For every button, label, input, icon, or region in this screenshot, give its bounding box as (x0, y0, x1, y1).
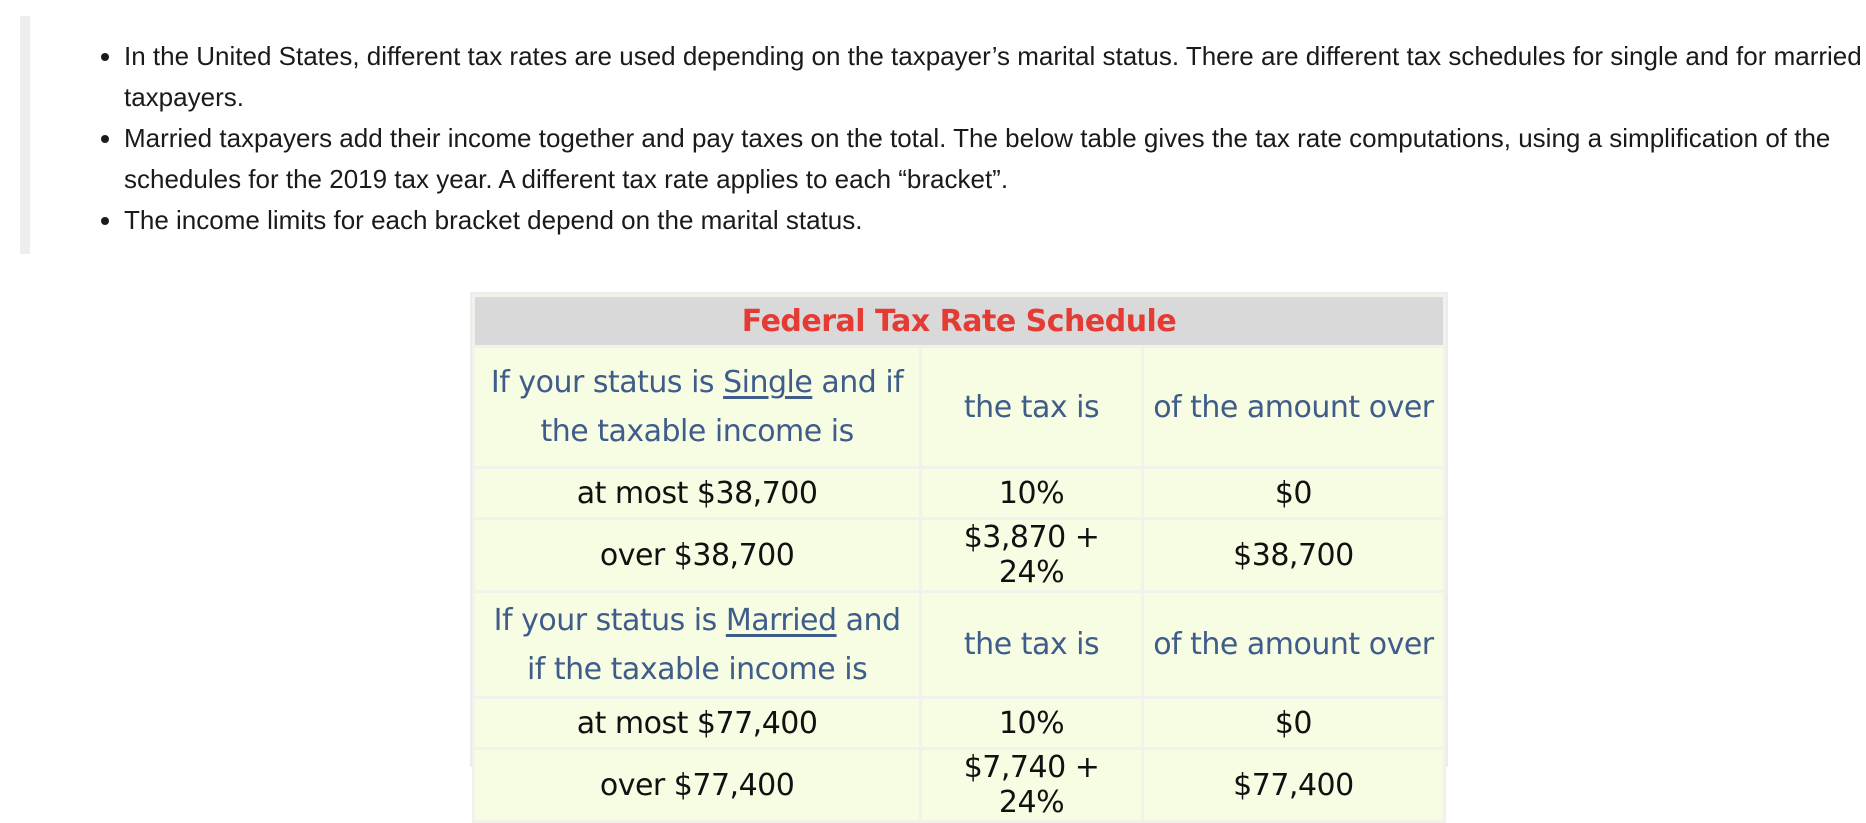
over-cell: $0 (1142, 698, 1444, 749)
table-row (474, 749, 1445, 822)
married-status-header (474, 592, 921, 698)
married-suffix: and if the taxable income is (526, 602, 901, 687)
single-amount-over-header: of the amount over (1142, 347, 1444, 468)
married-prefix: If your status is (493, 602, 726, 638)
single-prefix: If your status is (490, 365, 724, 400)
table-row (474, 468, 1445, 519)
single-tax-is-header: the tax is (921, 347, 1143, 468)
over-cell: $0 (1142, 468, 1444, 519)
table-row (474, 698, 1445, 749)
tax-cell: $7,740 + 24% (921, 749, 1143, 822)
income-cell: over $77,400 (474, 749, 921, 822)
bullet-item-married-taxpayers: • Married taxpayers add their income together and pay taxes on the total. The below table gives the tax rate computations, using a simplification of the schedules for the 2019 tax year. A different tax rate applies to each “bracket”. (124, 118, 1864, 200)
married-tax-is-header: the tax is (921, 592, 1143, 698)
bullet-item-marital-status: • In the United States, different tax rates are used depending on the taxpayer’s marital status. There are different tax schedules for single and for married taxpayers. (124, 36, 1864, 118)
married-status-link: Married (725, 602, 837, 638)
tax-cell: 10% (921, 698, 1143, 749)
tax-table-image (470, 292, 1448, 820)
bullet-list (96, 36, 1864, 241)
single-suffix: and if the taxable income is (540, 365, 904, 449)
over-cell: $77,400 (1142, 749, 1444, 822)
tax-cell: 10% (921, 468, 1143, 519)
bullet-item-income-limits: • The income limits for each bracket depend on the marital status. (124, 200, 1864, 241)
married-header-row (474, 592, 1445, 698)
federal-tax-rate-table (472, 294, 1446, 823)
table-title: Federal Tax Rate Schedule (474, 296, 1445, 347)
single-header-row (474, 347, 1445, 468)
income-cell: over $38,700 (474, 519, 921, 592)
income-cell: at most $77,400 (474, 698, 921, 749)
over-cell: $38,700 (1142, 519, 1444, 592)
married-amount-over-header: of the amount over (1142, 592, 1444, 698)
single-status-link: Single (723, 365, 813, 400)
income-cell: at most $38,700 (474, 468, 921, 519)
table-row (474, 519, 1445, 592)
single-status-header (474, 347, 921, 468)
tax-cell: $3,870 + 24% (921, 519, 1143, 592)
table-title-row (474, 296, 1445, 347)
